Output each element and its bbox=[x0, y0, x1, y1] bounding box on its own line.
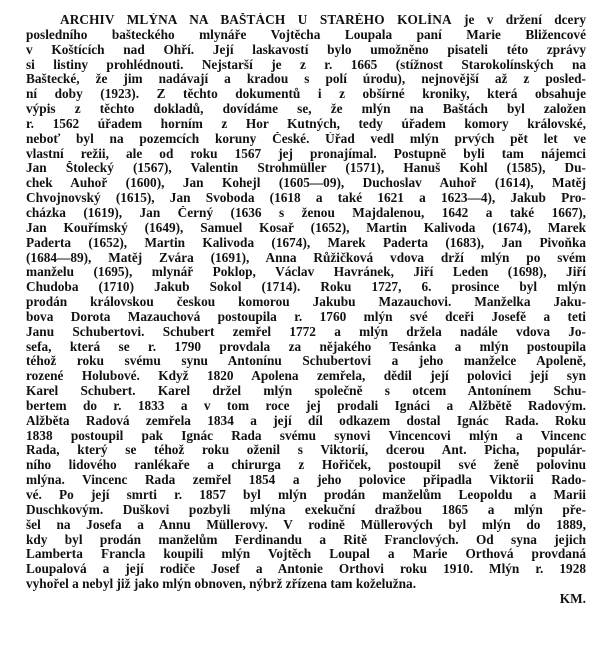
article-line: Chvojnovský (1615), Jan Svoboda (1618 a také 1621 a 1623—4), Jakub Pro- bbox=[26, 191, 586, 206]
article-line: posledního bašteckého mlynáře Vojtěcha Loupala paní Marie Bliženc​ové bbox=[26, 27, 586, 42]
article-line: Baštecké, že jim nadávají a kradou s polí úrodu), nejnovější až z posled- bbox=[26, 72, 586, 87]
article-line: Paderta (1652), Martin Kalivoda (1674), Marek Paderta (1683), Jan Pivoňka bbox=[26, 235, 586, 250]
article-line: výpis z těchto dokladů, dovídáme se, že mlýn na Baštách byl založen bbox=[26, 102, 586, 117]
article-line: bertem do r. 1833 a v tom roce jej prodali Ignáci a Alžbětě Radovým. bbox=[26, 398, 586, 413]
article-line: chek Auhoř (1600), Jan Kohejl (1605—09), Duchoslav Auhoř (1614), Matěj bbox=[26, 176, 586, 191]
article-line: rozené Holubové. Když 1820 Apolena zemřela, dědil její polovici její syn bbox=[26, 369, 586, 384]
article-line: kdy byl prodán manželům Ferdinandu a Ritě Franclových. Od syna jejich bbox=[26, 532, 586, 547]
article-line: Chudoba (1710) Jakub Sokol (1714). Roku 1727, 6. prosince byl mlýn bbox=[26, 280, 586, 295]
article-first-line bbox=[26, 13, 586, 28]
article-line: Alžběta Radová zemřela 1834 a její díl odkazem dostal Ignác Rada. Roku bbox=[26, 413, 586, 428]
article-line: vlastní režii, ale od roku 1567 jej pronajímal. Postupně byli tam nájemci bbox=[26, 146, 586, 161]
article-line: si listiny prohlédnouti. Nejstarší je z r. 1665 (stížnost Starokolínských na bbox=[26, 57, 586, 72]
article-line: Rada, který se téhož roku oženil s Viktorií, dcerou Ant. Picha, populár- bbox=[26, 443, 586, 458]
article-line: je v držení dcery bbox=[451, 13, 586, 27]
article-line: šel na Josefa a Annu Müllerovy. V rodině Müllerových byl mlýn do 1889, bbox=[26, 517, 586, 532]
article-line: sefa, která se r. 1790 provdala za nějakého Tesánka a mlýn postoupila bbox=[26, 339, 586, 354]
article-line: Jan Štolecký (1567), Valentin Strohmüller (1571), Hanuš Kohl (1585), Du- bbox=[26, 161, 586, 176]
article-line: neboť byl na pozemcích koruny České. Úřad vedl mlýn prvých pět let ve bbox=[26, 131, 586, 146]
article-heading: ARCHIV MLÝNA NA BAŠTÁCH U STARÉHO KOLÍNA bbox=[60, 13, 452, 27]
article-page bbox=[26, 13, 586, 643]
article-line: ního lidového ranlékaře a chirurga z Hořiček, postoupil své ženě polovinu bbox=[26, 458, 586, 473]
article-line: mlýna. Vincenc Rada zemřel 1854 a jeho polovice připadla Viktorii Rado- bbox=[26, 473, 586, 488]
article-line: manželu (1695), mlynář Poklop, Václav Havránek, Jiří Leden (1698), Jiří bbox=[26, 265, 586, 280]
article-line: prodán královskou českou komorou Jakubu Mazauchovi. Manželka Jaku- bbox=[26, 295, 586, 310]
article-line: ní doby (1923). Z těchto dokumentů i z obšírné kroniky, která obsahuje bbox=[26, 87, 586, 102]
article-line: 1838 postoupil pak Ignác Rada svému synovi Vincencovi mlýn a Vincenc bbox=[26, 428, 586, 443]
article-line: v Koštících nad Ohří. Její laskavostí bylo umožněno pisateli této zprávy bbox=[26, 42, 586, 57]
article-line: cházka (1619), Jan Černý (1636 s ženou Majdalenou, 1642 a také 1667), bbox=[26, 205, 586, 220]
article-line: Janu Schubertovi. Schubert zemřel 1772 a mlýn držela nadále vdova Jo- bbox=[26, 324, 586, 339]
article-line: Loupalová a její rodiče Josef a Antonie Orthovi roku 1910. Mlýn r. 1928 bbox=[26, 562, 586, 577]
article-line: vé. Po její smrti r. 1857 byl mlýn prodán manželům Leopoldu a Marii bbox=[26, 488, 586, 502]
article-line: Karel Schubert. Karel držel mlýn společně s otcem Antonínem Schu- bbox=[26, 384, 586, 399]
article-line: Jan Kouřímský (1649), Samuel Kosař (1652), Martin Kalivoda (1674), Marek bbox=[26, 220, 586, 235]
article-line: r. 1562 úřadem horním z Hor Kutných, tedy úřadem komory královské, bbox=[26, 116, 586, 131]
author-signature: KM. bbox=[559, 591, 586, 606]
article-line: Lamberta Francla koupili mlýn Vojtěch Loupal a Marie Orthová provdaná bbox=[26, 547, 586, 562]
article-line: bova Dorota Mazauchová postoupila r. 1760 mlýn své dceři Josefě a teti bbox=[26, 309, 586, 324]
article-line: vyhořel a nebyl již jako mlýn obnoven, nýbrž zřízena tam koželužna. bbox=[26, 577, 417, 592]
article-line: Duschkovým. Duškovi pozbyli mlýna exekuční dražbou 1865 a mlýn pře- bbox=[26, 502, 586, 517]
article-line: téhož roku svému synu Antonínu Schubertovi a jeho manželce Apoleně, bbox=[26, 354, 586, 369]
article-line: (1684—89), Matěj Zvára (1691), Anna Růžičková vdova drží mlýn po svém bbox=[26, 250, 586, 265]
